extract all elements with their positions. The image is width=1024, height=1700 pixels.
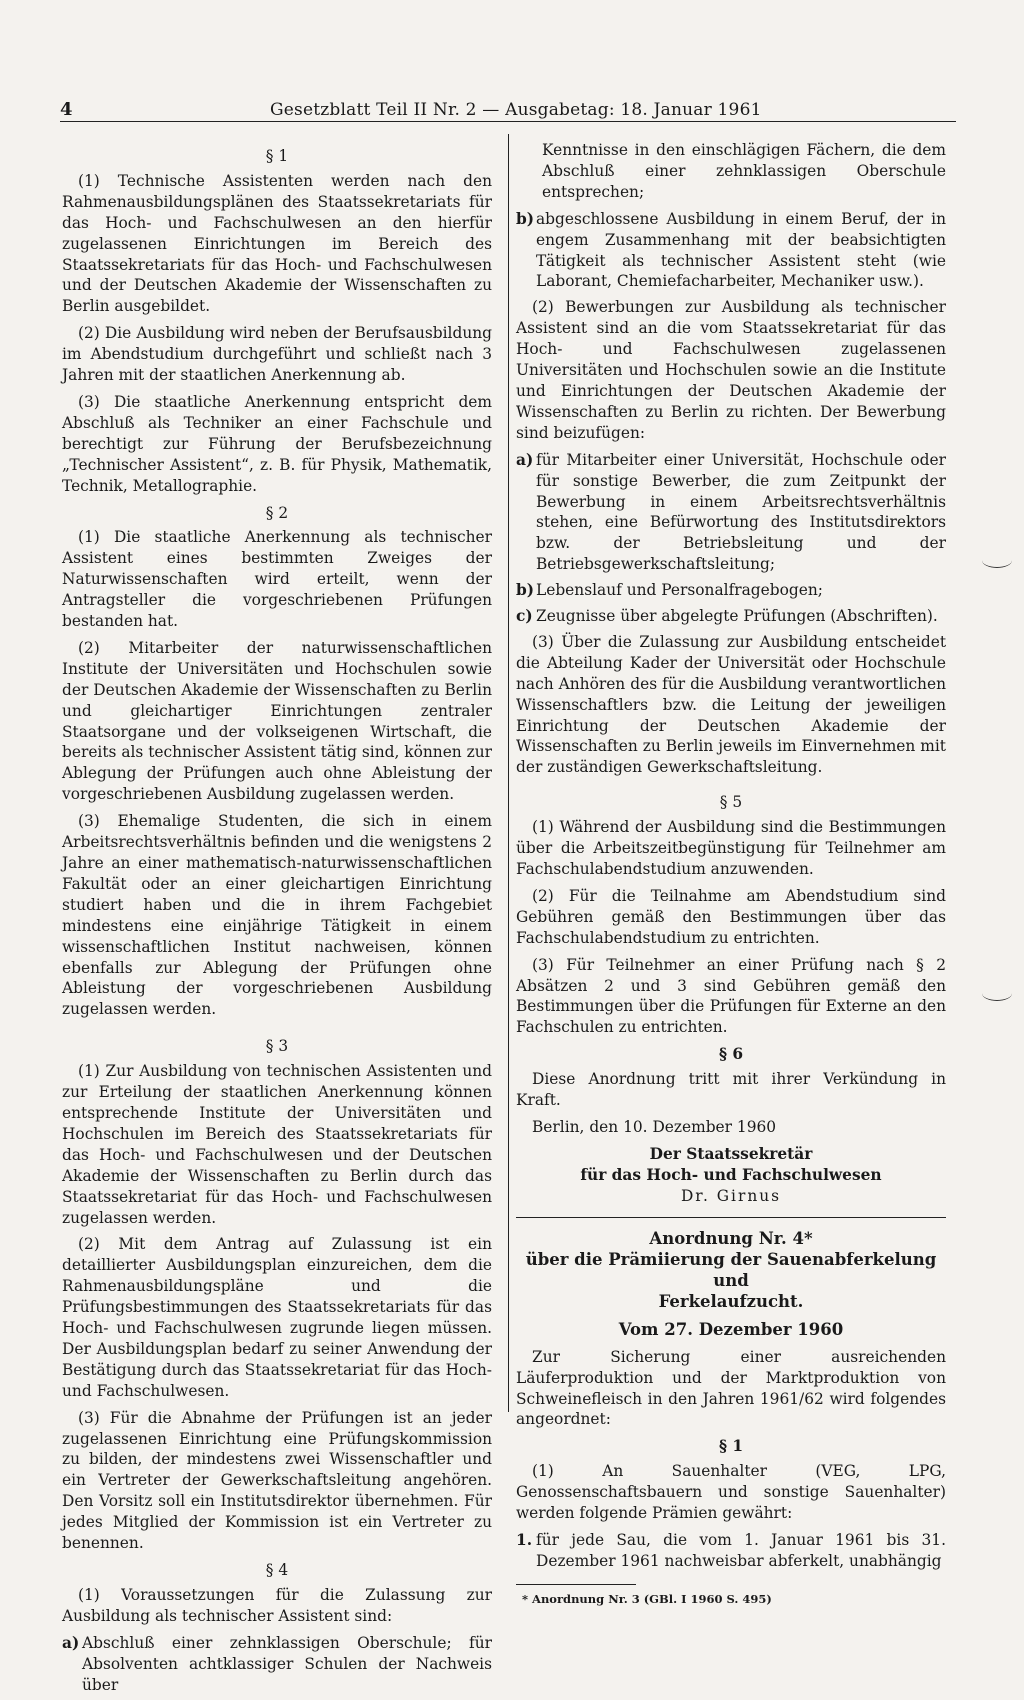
column-divider [508, 134, 509, 1412]
page-number: 4 [60, 99, 73, 120]
paragraph: (2) Die Ausbildung wird neben der Berufsausbildung im Abendstudium durchgeführt und schließt nach 3 Jahren mit der staatlichen Anerkennung ab. [62, 324, 492, 385]
section-heading: § 1 [265, 147, 289, 165]
paragraph: (2) Für die Teilnahme am Abendstudium sind Gebühren gemäß den Bestimmungen über das Fachschulabendstudium zu entrichten. [516, 886, 946, 947]
list-label: b) [516, 209, 535, 228]
section-heading: § 4 [265, 1561, 289, 1579]
ordinance-title: über die Prämiierung der Sauenabferkelung und [525, 1249, 937, 1290]
ordinance-title: Ferkelaufzucht. [658, 1291, 804, 1311]
paragraph: (1) Voraussetzungen für die Zulassung zur Ausbildung als technischer Assistent sind: [62, 1585, 492, 1625]
list-item [516, 606, 946, 627]
list-text: Lebenslauf und Personalfragebogen; [536, 581, 823, 600]
paragraph: (1) Technische Assistenten werden nach den Rahmenausbildungsplänen des Staatssekretariats für das Hoch- und Fachschulwesen an den hierfür zugelassenen Einrichtungen im Bereich des Staatssekretariats für das Hoch- und Fachschulwesen und der Deutschen Akademie der Wissenschaften zu Berlin ausgebildet. [62, 171, 492, 316]
list-text: Abschluß einer zehnklassigen Oberschule; für Absolventen achtklassiger Schulen der Nachweis über [82, 1633, 492, 1694]
list-item [516, 1530, 946, 1572]
list-label: c) [516, 607, 533, 626]
list-label: a) [516, 450, 534, 469]
footnote: * Anordnung Nr. 3 (GBl. I 1960 S. 495) [522, 1591, 772, 1606]
paragraph: (1) Während der Ausbildung sind die Bestimmungen über die Arbeitszeitbegünstigung für Teilnehmer am Fachschulabendstudium anzuwenden. [516, 818, 946, 878]
list-text: Zeugnisse über abgelegte Prüfungen (Abschriften). [536, 607, 938, 626]
paragraph: Kenntnisse in den einschlägigen Fächern, die dem Abschluß einer zehnklassigen Oberschule entsprechen; [542, 141, 946, 201]
page-header-title: Gesetzblatt Teil II Nr. 2 — Ausgabetag: 18. Januar 1961 [270, 100, 762, 120]
paragraph: (2) Bewerbungen zur Ausbildung als technischer Assistent sind an die vom Staatssekretariat für das Hoch- und Fachschulwesen zugelassenen Universitäten und Hochschulen sowie an die Institute und Einrichtungen der Deutschen Akademie der Wissenschaften zu Berlin zu richten. Der Bewerbung sind beizufügen: [516, 298, 946, 442]
paragraph: Zur Sicherung einer ausreichenden Läuferproduktion und der Marktproduktion von Schweinefleisch in den Jahren 1961/62 wird folgendes angeordnet: [516, 1347, 946, 1429]
paragraph: (3) Die staatliche Anerkennung entspricht dem Abschluß als Techniker an einer Fachschule und berechtigt zur Führung der Berufsbezeichnung „Technischer Assistent“, z. B. für Physik, Mathematik, Technik, Metallographie. [62, 392, 492, 495]
list-label: 1. [516, 1530, 533, 1549]
list-text: abgeschlossene Ausbildung in einem Beruf, der in engem Zusammenhang mit der beabsichtigten Tätigkeit als technischer Assistent steht (wie Laborant, Chemiefacharbeiter, Mechaniker usw.). [536, 209, 946, 291]
paragraph: (1) Zur Ausbildung von technischen Assistenten und zur Erteilung der staatlichen Anerkennung können entsprechende Institute der Universitäten und Hochschulen im Bereich des Staatssekretariats für das Hoch- und Fachschulwesen und der Deutschen Akademie der Wissenschaften zu Berlin durch das Staatssekretariat für das Hoch- und Fachschulwesen zugelassen werden. [62, 1062, 492, 1227]
section-rule [516, 1217, 946, 1218]
section-heading: § 5 [719, 793, 743, 812]
margin-mark [982, 986, 1012, 1001]
right-column [516, 140, 946, 1610]
paragraph: (2) Mit dem Antrag auf Zulassung ist ein detaillierter Ausbildungsplan einzureichen, dem die Rahmenausbildungspläne und die Prüfungsbestimmungen des Staatssekretariats für das Hoch- und Fachschulwesen zugrunde liegen müssen. Der Ausbildungsplan bedarf zu seiner Anwendung der Bestätigung durch das Staatssekretariat für das Hoch- und Fachschulwesen. [62, 1235, 492, 1400]
list-label: b) [516, 581, 535, 600]
section-heading: § 2 [265, 503, 289, 522]
paragraph: (3) Für die Abnahme der Prüfungen ist an jeder zugelassenen Einrichtung eine Prüfungskommission zu bilden, der mindestens zwei Wissenschaftler und ein Vertreter der Gewerkschaftsleitung angehören. Den Vorsitz soll ein Institutsdirektor übernehmen. Für jedes Mitglied der Kommission ist ein Vertreter zu benennen. [62, 1408, 492, 1553]
paragraph: (1) Die staatliche Anerkennung als technischer Assistent eines bestimmten Zweiges der Naturwissenschaften wird erteilt, wenn der Antragsteller die vorgeschriebenen Prüfungen bestanden hat. [62, 528, 492, 631]
list-text: für Mitarbeiter einer Universität, Hochschule oder für sonstige Bewerber, die zum Zeitpunkt der Bewerbung in einem Arbeitsrechtsverhältnis stehen, eine Befürwortung des Institutsdirektors bzw. der Betriebsleitung und der Betriebsgewerkschaftsleitung; [536, 450, 946, 574]
paragraph: Diese Anordnung tritt mit ihrer Verkündung in Kraft. [516, 1070, 946, 1110]
section-heading: § 3 [265, 1037, 289, 1056]
list-item [516, 450, 946, 575]
section-heading: § 1 [718, 1437, 744, 1456]
paragraph: (2) Mitarbeiter der naturwissenschaftlichen Institute der Universitäten und Hochschulen sowie der Deutschen Akademie der Wissenschaften zu Berlin und gleichartiger Einrichtungen zentraler Staatsorgane und der volkseigenen Wirtschaft, die bereits als technischer Assistent tätig sind, können zur Ablegung der Prüfungen auch ohne Ableistung der vorgeschriebenen Ausbildung zugelassen werden. [62, 638, 492, 804]
list-item [62, 1633, 492, 1696]
list-text: für jede Sau, die vom 1. Januar 1961 bis 31. Dezember 1961 nachweisbar abferkelt, unabhängig [536, 1530, 946, 1570]
list-label: a) [62, 1633, 80, 1652]
paragraph: (1) An Sauenhalter (VEG, LPG, Genossenschaftsbauern und sonstige Sauenhalter) werden folgende Prämien gewährt: [516, 1462, 946, 1523]
footnote-rule [516, 1584, 636, 1585]
ordinance-date: Vom 27. Dezember 1960 [618, 1319, 844, 1339]
left-column [62, 140, 492, 1700]
paragraph: (3) Ehemalige Studenten, die sich in einem Arbeitsrechtsverhältnis befinden und die wenigstens 2 Jahre an einer mathematisch-naturwissenschaftlichen Fakultät oder an einer gleichartigen Einrichtung studiert haben und die in ihrem Fachgebiet mindestens eine einjährige Tätigkeit in einem wissenschaftlichen Institut nachweisen, können ebenfalls zur Ablegung der Prüfungen ohne Ableistung der vorgeschriebenen Ausbildung zugelassen werden. [62, 812, 492, 1019]
list-item [516, 580, 946, 601]
header-rule [60, 121, 956, 122]
signature-office: für das Hoch- und Fachschulwesen [580, 1165, 882, 1184]
paragraph: (3) Für Teilnehmer an einer Prüfung nach § 2 Absätzen 2 und 3 sind Gebühren gemäß den Bestimmungen über die Prüfungen für Externe an den Fachschulen zu entrichten. [516, 955, 946, 1037]
margin-mark [982, 553, 1012, 568]
ordinance-title: Anordnung Nr. 4* [649, 1228, 813, 1248]
signature-name: Dr. Girnus [680, 1186, 782, 1205]
place-date: Berlin, den 10. Dezember 1960 [532, 1117, 777, 1136]
list-item [516, 209, 946, 293]
signature-title: Der Staatssekretär [649, 1144, 813, 1163]
section-heading: § 6 [718, 1045, 744, 1064]
paragraph: (3) Über die Zulassung zur Ausbildung entscheidet die Abteilung Kader der Universität oder Hochschule nach Anhören des für die Ausbildung verantwortlichen Wissenschaftlers bzw. die Leitung der jeweiligen Einrichtung der Deutschen Akademie der Wissenschaften zu Berlin jeweils im Einvernehmen mit der zuständigen Gewerkschaftsleitung. [516, 632, 946, 777]
